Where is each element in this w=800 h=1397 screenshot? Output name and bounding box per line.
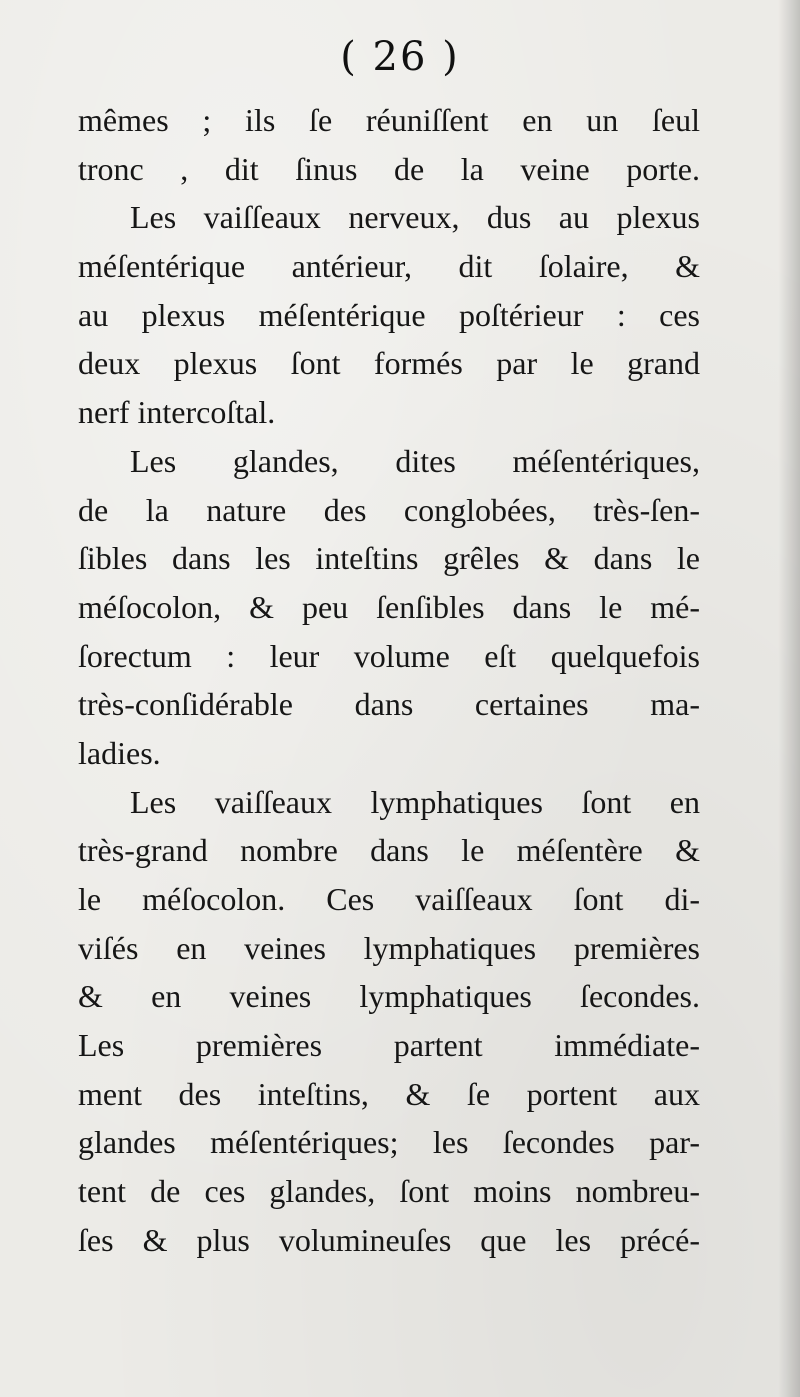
text-line: deux plexus ſont formés par le grand [78,345,700,382]
text-line: Les vaiſſeaux lymphatiques ſont en [130,783,700,820]
text-line: tent de ces glandes, ſont moins nombreu- [78,1173,700,1210]
text-line: au plexus méſentérique poſtérieur : ces [78,296,700,333]
text-line: de la nature des conglobées, très-ſen- [78,491,700,528]
text-line: très-conſidérable dans certaines ma- [78,686,700,723]
text-line: ſorectum : leur volume eſt quelquefois [78,637,700,674]
text-line: ſibles dans les inteſtins grêles & dans le [78,540,700,577]
text-line: mêmes ; ils ſe réuniſſent en un ſeul [78,102,700,138]
text-line: & en veines lymphatiques ſecondes. [78,978,700,1015]
text-line: très-grand nombre dans le méſentère & [78,832,700,869]
text-line: méſocolon, & peu ſenſibles dans le mé- [78,588,700,625]
text-line: Les glandes, dites méſentériques, [130,442,700,479]
text-line: ſes & plus volumineuſes que les précé- [78,1221,700,1258]
text-line: glandes méſentériques; les ſecondes par- [78,1124,700,1161]
text-line: ment des inteſtins, & ſe portent aux [78,1075,700,1112]
text-line: viſés en veines lymphatiques premières [78,929,700,966]
text-line: nerf intercoſtal. [78,394,276,431]
text-line: Les vaiſſeaux nerveux, dus au plexus [130,199,700,236]
body-text [78,96,700,1265]
text-line: tronc , dit ſinus de la veine porte. [78,150,700,187]
text-line: le méſocolon. Ces vaiſſeaux ſont di- [78,881,700,917]
page-edge-shadow [778,0,800,1397]
text-line: ladies. [78,734,161,771]
text-line: méſentérique antérieur, dit ſolaire, & [78,248,700,285]
page-number: ( 26 ) [340,34,460,80]
text-line: Les premières partent immédiate- [78,1027,700,1064]
